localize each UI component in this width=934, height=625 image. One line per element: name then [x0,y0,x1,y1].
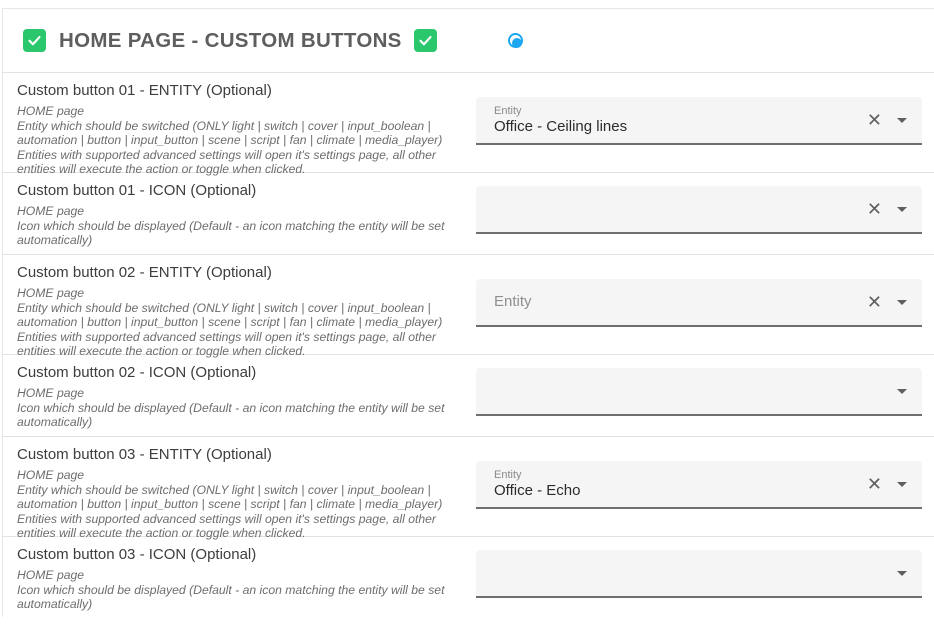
section-text-column [3,255,476,359]
field-value: Office - Ceiling lines [494,117,628,135]
section-text-column [3,437,476,541]
dropdown-arrow-icon[interactable] [897,207,907,212]
field-label: Entity [494,468,522,481]
section-field-column [476,255,934,354]
description-line: Entities with supported advanced settings will open it's settings page, all other entities will execute the action or toggle when clicked. [17,511,436,541]
section-text-column [3,537,476,617]
dropdown-arrow-icon[interactable] [897,118,907,123]
section-field-column [476,355,934,436]
section-description [17,104,468,177]
description-line: Entity which should be switched (ONLY light | switch | cover | input_boolean | automation | button | input_button | scene | script | fan | climate | media_player) [17,300,443,330]
settings-card [2,8,934,617]
field-text [494,469,867,500]
entity-select-01[interactable] [476,97,922,145]
section-title: Custom button 03 - ICON (Optional) [17,546,257,563]
section-description [17,386,468,430]
description-line: HOME page [17,386,85,400]
page-title: HOME PAGE - CUSTOM BUTTONS [59,28,402,52]
header-checkbox-right[interactable] [414,29,437,52]
description-line: Entities with supported advanced settings will open it's settings page, all other entities will execute the action or toggle when clicked. [17,147,436,177]
section-description [17,568,468,612]
description-line: Entities with supported advanced settings will open it's settings page, all other entities will execute the action or toggle when clicked. [17,329,436,359]
entity-select-03[interactable] [476,461,922,509]
icon-select-01[interactable] [476,186,922,234]
dropdown-arrow-icon[interactable] [897,571,907,576]
section-title: Custom button 03 - ENTITY (Optional) [17,446,272,463]
description-line: Icon which should be displayed (Default - an icon matching the entity will be set automatically) [17,400,445,430]
header-radio-selected[interactable] [508,33,523,48]
clear-icon[interactable]: ✕ [866,292,882,312]
section-custom-button-03-icon [3,537,934,617]
section-title: Custom button 02 - ICON (Optional) [17,364,257,381]
icon-select-03[interactable] [476,550,922,598]
section-field-column [476,73,934,172]
section-text-column [3,355,476,436]
field-label: Entity [494,104,522,117]
section-field-column [476,537,934,617]
section-field-column [476,437,934,536]
clear-icon[interactable]: ✕ [866,474,882,494]
dropdown-arrow-icon[interactable] [897,482,907,487]
description-line: HOME page [17,468,85,482]
section-custom-button-03-entity [3,437,934,541]
field-value: Office - Echo [494,481,581,499]
field-text [494,293,867,311]
section-text-column [3,73,476,177]
section-title: Custom button 01 - ICON (Optional) [17,182,257,199]
field-placeholder: Entity [494,293,532,310]
section-custom-button-01-icon [3,173,934,255]
check-icon [27,33,42,48]
section-description [17,468,468,541]
field-text [494,105,867,136]
description-line: Icon which should be displayed (Default - an icon matching the entity will be set automatically) [17,582,445,612]
section-header [3,9,934,73]
section-custom-button-01-entity [3,73,934,177]
section-title: Custom button 01 - ENTITY (Optional) [17,82,272,99]
description-line: HOME page [17,204,85,218]
section-description [17,204,468,248]
description-line: Entity which should be switched (ONLY light | switch | cover | input_boolean | automation | button | input_button | scene | script | fan | climate | media_player) [17,482,443,512]
section-text-column [3,173,476,254]
description-line: Entity which should be switched (ONLY light | switch | cover | input_boolean | automation | button | input_button | scene | script | fan | climate | media_player) [17,118,443,148]
clear-icon[interactable]: ✕ [866,199,882,219]
entity-select-02[interactable] [476,279,922,327]
section-field-column [476,173,934,254]
dropdown-arrow-icon[interactable] [897,389,907,394]
section-custom-button-02-icon [3,355,934,437]
clear-icon[interactable]: ✕ [866,110,882,130]
description-line: HOME page [17,286,85,300]
section-title: Custom button 02 - ENTITY (Optional) [17,264,272,281]
description-line: HOME page [17,104,85,118]
section-custom-button-02-entity [3,255,934,359]
dropdown-arrow-icon[interactable] [897,300,907,305]
section-description [17,286,468,359]
icon-select-02[interactable] [476,368,922,416]
description-line: Icon which should be displayed (Default - an icon matching the entity will be set automatically) [17,218,445,248]
check-icon [418,33,433,48]
description-line: HOME page [17,568,85,582]
header-checkbox-left[interactable] [23,29,46,52]
